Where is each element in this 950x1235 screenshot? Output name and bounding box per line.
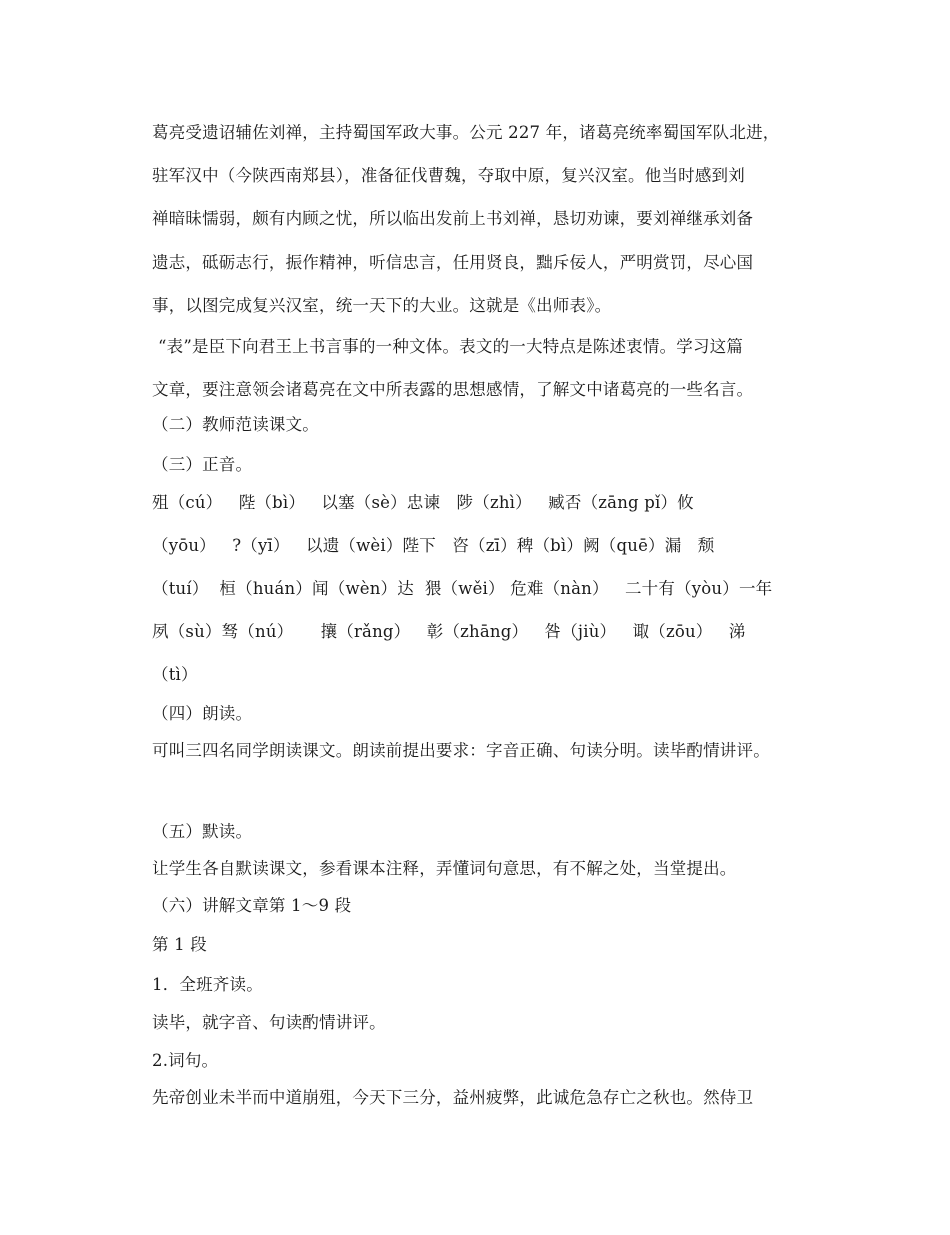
- pronunciation-line-1: 殂（cú） 陛（bì） 以塞（sè）忠谏 陟（zhì） 臧否（zāng pǐ）攸: [152, 493, 694, 512]
- paragraph-intro-line-2: 驻军汉中（今陕西南郑县），准备征伐曹魏，夺取中原，复兴汉室。他当时感到刘: [152, 166, 745, 185]
- paragraph-biao-line-1: “表”是臣下向君王上书言事的一种文体。表文的一大特点是陈述衷情。学习这篇: [158, 337, 744, 356]
- section-heading-4: （四）朗读。: [152, 704, 253, 723]
- section-heading-6: （六）讲解文章第 1～9 段: [152, 896, 352, 915]
- pronunciation-line-5: （tì）: [152, 665, 198, 684]
- paragraph-biao-line-2: 文章，要注意领会诸葛亮在文中所表露的思想感情，了解文中诸葛亮的一些名言。: [152, 380, 754, 399]
- reading-instructions: 可叫三四名同学朗读课文。朗读前提出要求：字音正确、句读分明。读毕酌情讲评。: [152, 741, 770, 760]
- paragraph-intro-line-5: 事，以图完成复兴汉室，统一天下的大业。这就是《出师表》。: [152, 296, 612, 315]
- quoted-text-line: 先帝创业未半而中道崩殂，今天下三分，益州疲弊，此诚危急存亡之秋也。然侍卫: [152, 1088, 754, 1107]
- paragraph-intro-line-4: 遗志，砥砺志行，振作精神，听信忠言，任用贤良，黜斥佞人，严明赏罚，尽心国: [152, 253, 754, 272]
- section-heading-2: （二）教师范读课文。: [152, 415, 319, 434]
- step-1: 1．全班齐读。: [152, 975, 263, 994]
- paragraph-intro-line-1: 葛亮受遗诏辅佐刘禅，主持蜀国军政大事。公元 227 年，诸葛亮统率蜀国军队北进，: [152, 123, 780, 142]
- paragraph-label: 第 1 段: [152, 935, 207, 954]
- pronunciation-line-4: 夙（sù）驽（nú） 攘（rǎng） 彰（zhāng） 咎（jiù） 诹（zōu） 涕: [152, 622, 746, 641]
- step-1-note: 读毕，就字音、句读酌情讲评。: [152, 1013, 386, 1032]
- section-heading-3: （三）正音。: [152, 455, 253, 474]
- section-heading-5: （五）默读。: [152, 822, 253, 841]
- paragraph-intro-line-3: 禅暗昧懦弱，颇有内顾之忧，所以临出发前上书刘禅，恳切劝谏，要刘禅继承刘备: [152, 209, 754, 228]
- pronunciation-line-3: （tuí） 桓（huán）闻（wèn）达 猥（wěi） 危难（nàn） 二十有（yòu）一年: [152, 579, 773, 598]
- silent-reading-instructions: 让学生各自默读课文，参看课本注释，弄懂词句意思，有不解之处，当堂提出。: [152, 859, 737, 878]
- step-2: 2.词句。: [152, 1051, 219, 1070]
- pronunciation-line-2: （yōu） ?（yī） 以遗（wèi）陛下 咨（zī）稗（bì）阙（quē）漏 颓: [152, 536, 715, 555]
